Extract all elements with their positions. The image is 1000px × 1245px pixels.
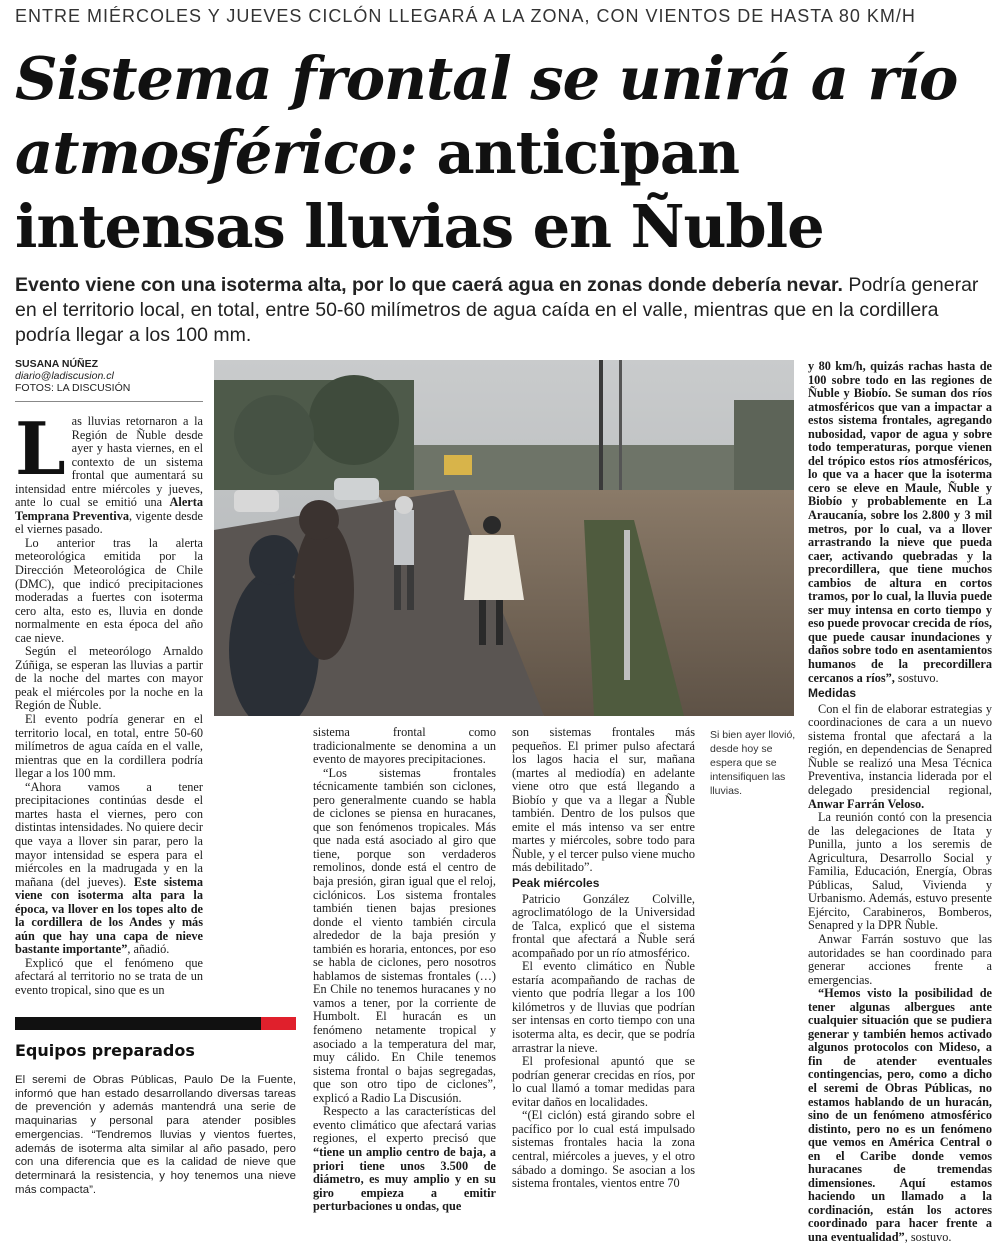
paragraph: Respecto a las características del evento climático que afectará varias regiones, el experto precisó que “tiene un amplio centro de baja, a priori tiene unos 3.500 de diámetro, es muy amplio y en su giro empieza a emitir perturbaciones u ondas, que [313, 1104, 496, 1214]
flood-photo [214, 360, 794, 716]
headline-roman-part: anticipan intensas lluvias en Ñuble [15, 118, 824, 261]
subheading-peak: Peak miércoles [512, 876, 600, 891]
paragraph: “Hemos visto la posibilidad de tener algunas albergues ante cualquier situación que se pudiera generar y también hemos activado algunos protocolos con Mideso, a fin de atender eventuales contingencias, pero, como a dicho el seremi de Obras Públicas, no estamos hablando de un huracán, sino de un fenómeno atmosférico distinto, pero no es un fenómeno que vemos en América Central o en el Caribe donde vemos huracanes de tremendas dimensiones. Aquí estamos haciendo un llamado a la cordinación, están los actores coordinado para hacer frente a una eventualidad”, sostuvo. [808, 986, 992, 1244]
paragraph: Anwar Farrán sostuvo que las autoridades se han coordinado para generar acciones frente a emergencias. [808, 931, 992, 987]
dek [15, 273, 990, 348]
paragraph: Patricio González Colville, agroclimatólogo de la Universidad de Talca, explicó que el sistema frontal que afectará a Ñuble será acompañado por un río atmosférico. [512, 891, 695, 960]
author-name: SUSANA NÚÑEZ [15, 358, 99, 370]
paragraph: sistema frontal como tradicionalmente se denomina a un evento de mayores precipitaciones. [313, 725, 496, 767]
paragraph: Explicó que el fenómeno que afectará al territorio no se trata de un evento tropical, sino que es un [15, 955, 203, 997]
paragraph: Lo anterior tras la alerta meteorológica emitida por la Dirección Meteorológica de Chile (DMC), que indicó precipitaciones moderadas a fuertes con isoterma cero alta, esto es, lluvia en donde normalmente en esta época del año cae nieve. [15, 535, 203, 645]
column-3 [512, 726, 695, 1191]
paragraph: son sistemas frontales más pequeños. El primer pulso afectará los lagos hacia el sur, mañana (martes al mediodía) en adelante viene otro que está llegando a Biobío y que va a llegar a Ñuble también. Dentro de los pulsos que emite el más intenso va ser entre martes y miércoles, sobre todo para Ñuble, y el tercer pulso viene mucho más debilitado”. [512, 725, 695, 875]
drop-cap: L [15, 406, 66, 491]
headline [15, 42, 990, 264]
flood-photo-illustration [214, 360, 794, 716]
paragraph: y 80 km/h, quizás rachas hasta de 100 sobre todo en las regiones de Ñuble y Biobío. Se suman dos ríos atmosféricos que van a impactar a estos sistema frontales, agregando nubosidad, vapor de agua y sobre todo temperaturas, porque vienen del trópico estos ríos atmosféricos, lo que va a hacer que la isoterma cero se eleve en Maule, Ñuble y Biobío y probablemente en La Araucanía, sobre los 2.800 y 3 mil metros, por lo cual, va a llover arrastrando la nieve que pueda caer, activando quebradas y la precordillera, que tiene muchos cambios de altura en cortos tramos, por lo cual, la lluvia puede ser muy intensa en corto tiempo y eso puede provocar crecida de ríos, que puede causar inundaciones y daños sobre todo en asentamientos humanos de la precordillera cercanos a ríos”, sostuvo. [808, 359, 992, 685]
paragraph: Con el fin de elaborar estrategias y coordinaciones de cara a un nuevo sistema frontal que afectará a la región, en dependencias de Senapred Ñuble se realizó una Mesa Técnica Preventiva, instancia liderada por el delegado presidencial regional, Anwar Farrán Veloso. [808, 701, 992, 811]
paragraph: Las lluvias retornaron a la Región de Ñuble desde ayer y hasta viernes, en el contexto de un sistema frontal que aumentará su intensidad entre miércoles y jueves, ante lo cual se emitió una Alerta Temprana Preventiva, vigente desde el viernes pasado. [15, 406, 203, 537]
paragraph: Según el meteorólogo Arnaldo Zúñiga, se esperan las lluvias a partir de la noche del martes con mayor peak el miércoles por la noche en la Región de Ñuble. [15, 644, 203, 713]
byline [15, 358, 215, 394]
dek-bold: Evento viene con una isoterma alta, por lo que caerá agua en zonas donde debería nevar. [15, 274, 843, 296]
box-bar-red [261, 1017, 296, 1030]
paragraph: “(El ciclón) está girando sobre el pacífico por lo cual está impulsado sistemas frontales hacia la zona central, miércoles a jueves, y el otro sábado a domingo. Se asocian a los sistema frontales, vientos entre 70 [512, 1108, 695, 1191]
subheading-medidas: Medidas [808, 686, 857, 701]
byline-divider [15, 401, 203, 402]
column-2 [313, 726, 496, 1214]
column-1 [15, 406, 203, 998]
headline-italic-part: Sistema frontal se unirá a río atmosférico: [15, 44, 958, 187]
author-email[interactable]: diario@ladiscusion.cl [15, 370, 114, 382]
box-text: El seremi de Obras Públicas, Paulo De la Fuente, informó que han estado desarrollando diversas tareas de prevención y además mantendrá una serie de maquinarias y personal para atender posibles emergencias. “Tendremos lluvias y vientos fuertes, además de isoterma alta similar al año pasado, pero con una diferencia que es la calidad de nieve que determinará la resistencia, y hoy tenemos una nieve más compacta”. [15, 1074, 296, 1196]
photo-credit: FOTOS: LA DISCUSIÓN [15, 382, 131, 394]
paragraph: “Ahora vamos a tener precipitaciones continúas desde el martes hasta el viernes, pero con distintas intensidades. No quiere decir que vaya a llover sin parar, pero la mayor intensidad se espera para el miércoles en la madrugada y en la mañana (del jueves). Este sistema viene con isoterma alta para la época, va llover en los topes alto de la cordillera de los Andes y más aún que hay una capa de nieve bastante importante”, añadió. [15, 779, 203, 957]
paragraph: La reunión contó con la presencia de las delegaciones de Itata y Punilla, junto a los seremis de Agricultura, Desarrollo Social y Familia, Educación, Energía, Obras Públicas, Salud, Vivienda y Urbanismo. Además, estuvo presente Ejército, Carabineros, Bomberos, Senapred y la DPR Ñuble. [808, 810, 992, 933]
box-heading: Equipos preparados [15, 1041, 195, 1060]
kicker: ENTRE MIÉRCOLES Y JUEVES CICLÓN LLEGARÁ A LA ZONA, CON VIENTOS DE HASTA 80 KM/H [15, 6, 916, 26]
paragraph: El profesional apuntó que se podrían generar crecidas en ríos, por lo cual llamó a tomar medidas para evitar daños en localidades. [512, 1054, 695, 1109]
column-4 [808, 360, 992, 1245]
box-bar-black [15, 1017, 261, 1030]
paragraph: El evento climático en Ñuble estaría acompañando de rachas de viento que podría llegar a los 100 kilómetros y de lluvias que podrían ser intensas en corto tiempo con una isoterma alta, es decir, que se podría arrastrar la nieve. [512, 959, 695, 1055]
paragraph: El evento podría generar en el territorio local, en total, entre 50-60 milímetros de agua caída en el valle, mientras que en la cordillera podría llegar a los 100 mm. [15, 712, 203, 781]
dek-rest: Podría generar en el territorio local, en total, entre 50-60 milímetros de agua caída en el valle, mientras que en la cordillera podría llegar a los 100 mm. [15, 274, 979, 346]
photo-caption: Si bien ayer llovió, desde hoy se espera que se intensifiquen las lluvias. [710, 729, 796, 797]
paragraph: “Los sistemas frontales técnicamente también son ciclones, pero generalmente cuando se habla de ciclones se piensa en huracanes, que son fenómenos tropicales. Más que nada está asociado al giro que tiene, porque son verdaderos remolinos, donde está el centro de baja presión, giran igual que el reloj, ciclónicos. Los sistema frontales también tienen bajas presiones donde el viento también circula alrededor de la baja presión y también es horaria, entonces, por eso se habla de ciclones, pero nosotros hablamos de sistemas frontales (…) En Chile no tenemos huracanes y no vamos a tener, por la corriente de Humbolt. El huracán es un fenómeno netamente tropical y asociado a la temperatura del mar, muy cálido. En Chile tenemos sistema frontal o bajas segregadas, que son otro tipo de ciclones”, explicó a Radio La Discusión. [313, 765, 496, 1105]
